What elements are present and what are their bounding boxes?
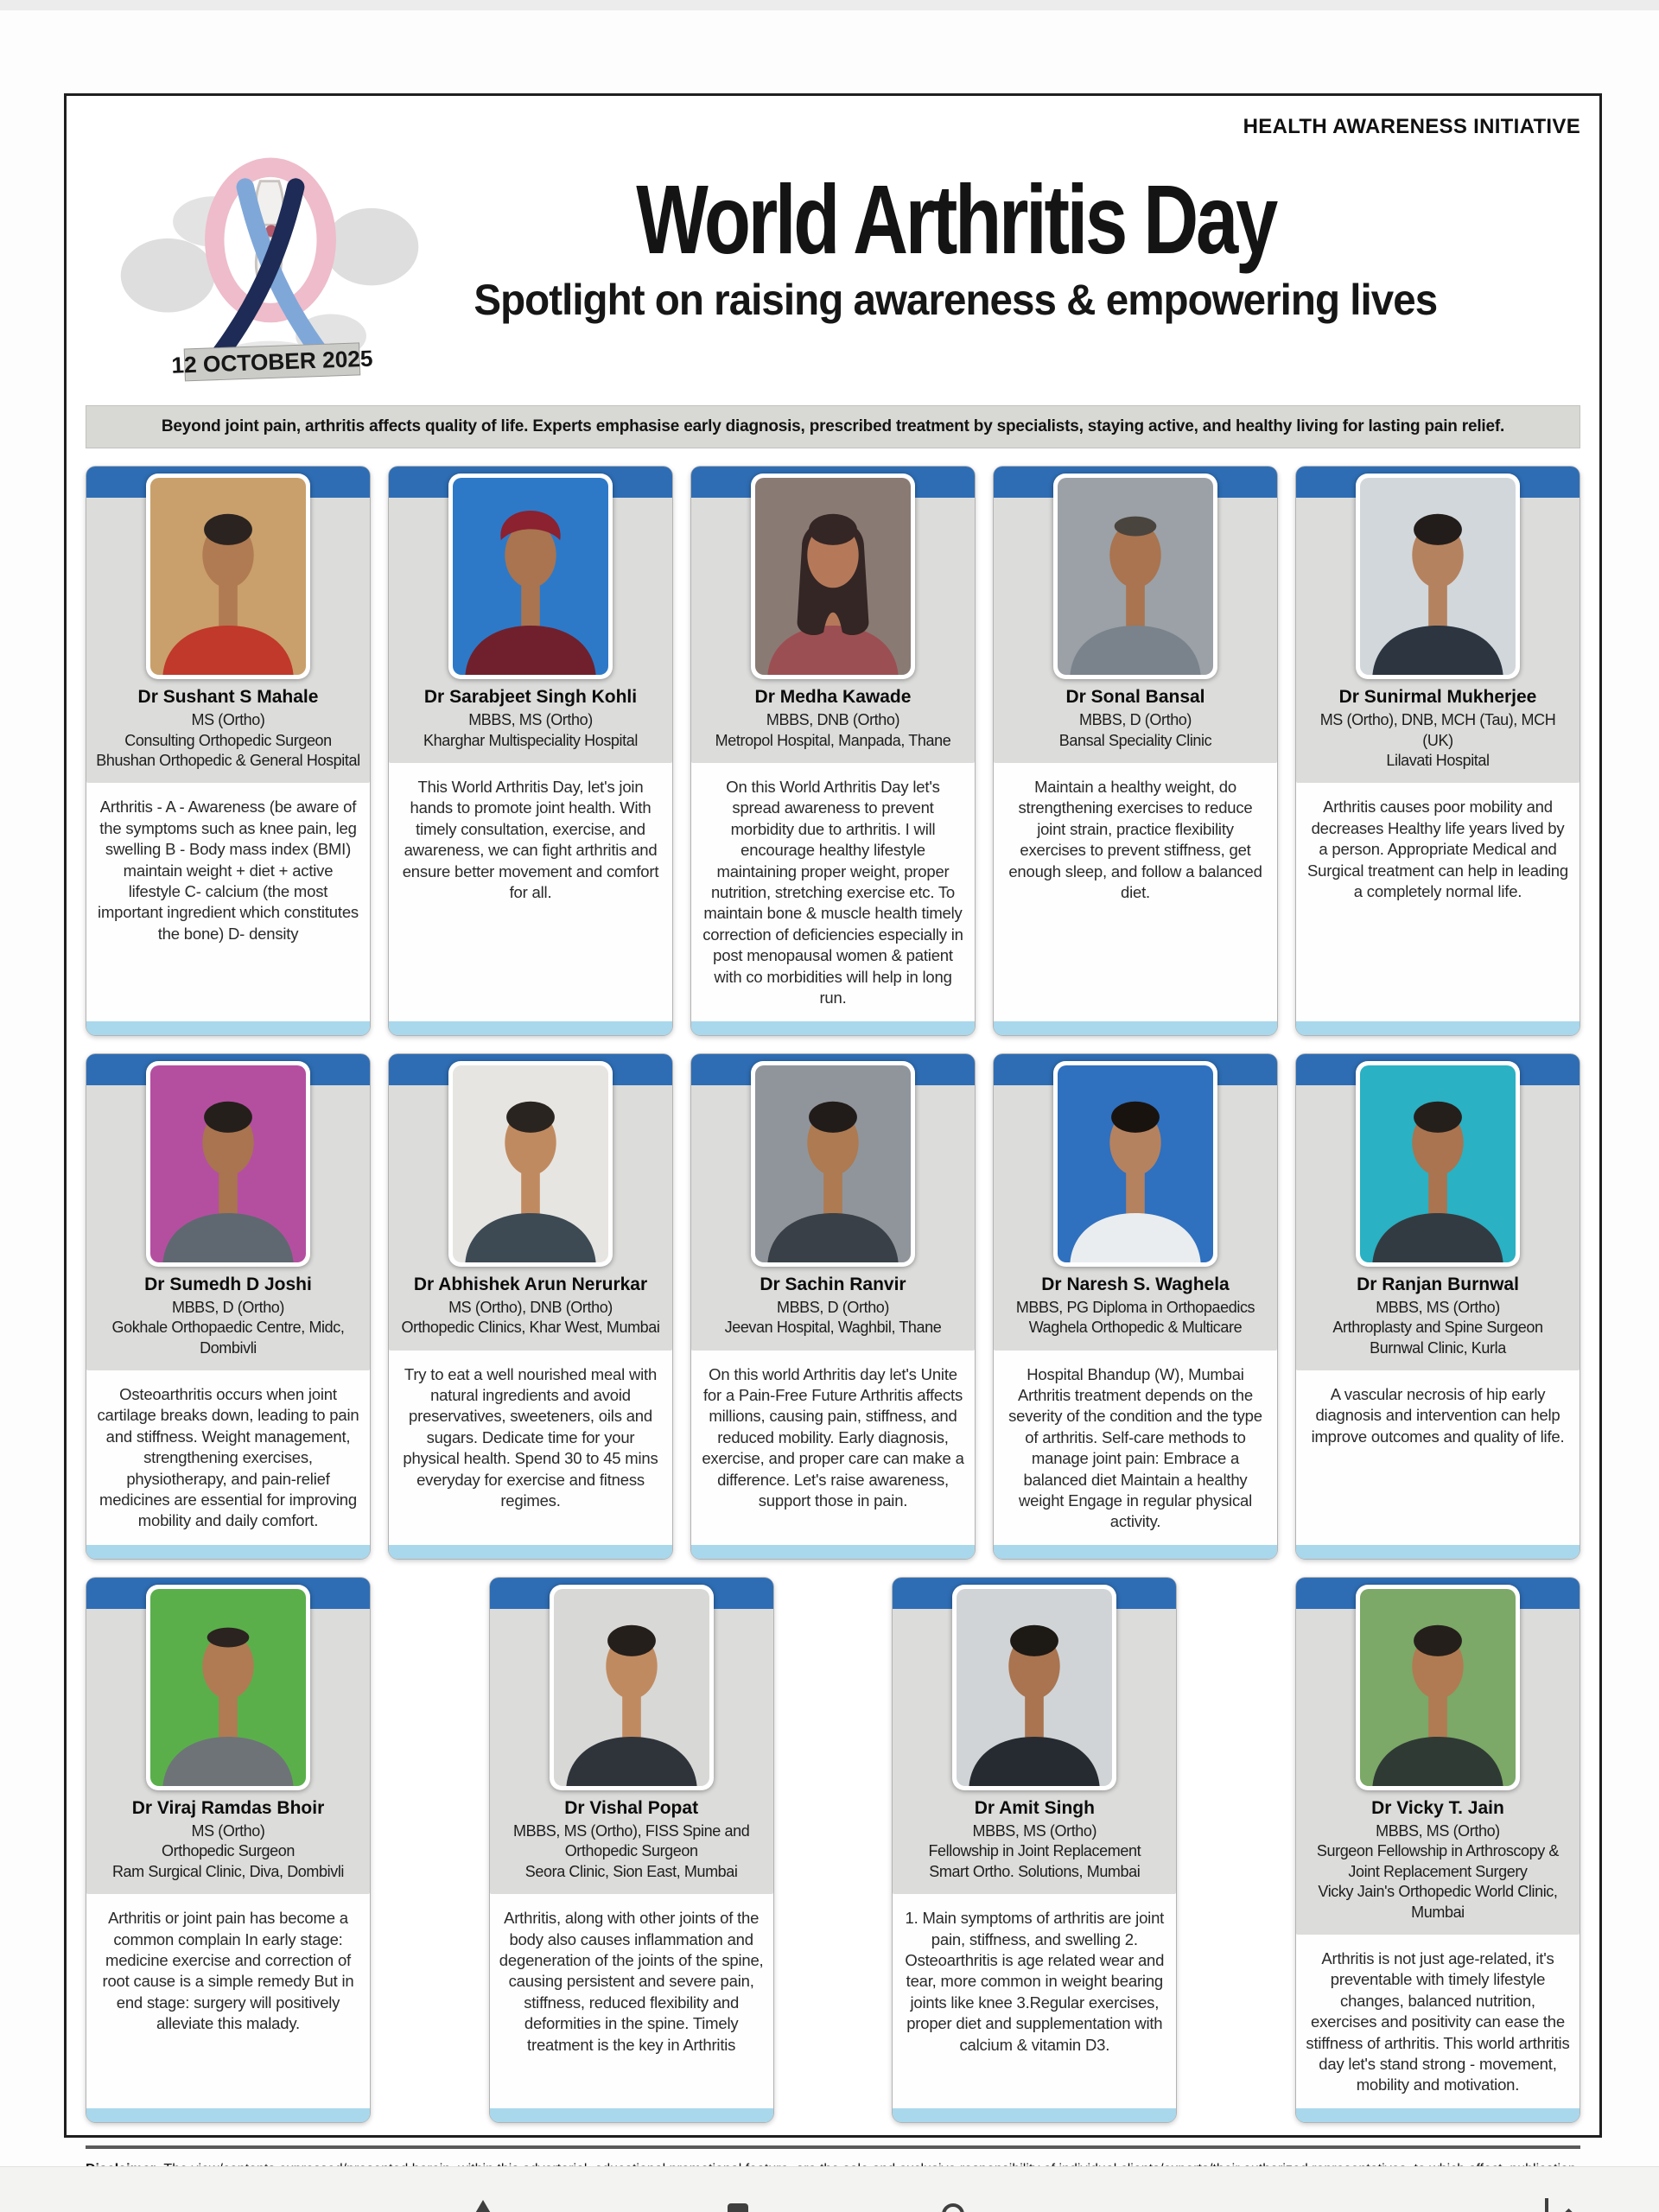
- top-strip: [0, 0, 1659, 10]
- doctor-photo: [751, 474, 915, 679]
- doctor-card: [1295, 1053, 1580, 1560]
- credential-line: Metropol Hospital, Manpada, Thane: [715, 731, 951, 749]
- doctor-name: Dr Naresh S. Waghela: [1041, 1274, 1230, 1294]
- avatar-thin-hair: [207, 1627, 250, 1647]
- doctor-credentials: [396, 1298, 665, 1338]
- doctor-card: [690, 466, 976, 1036]
- card-message-section: [389, 763, 672, 1020]
- world-arthritis-day-logo: [86, 141, 448, 393]
- card-message-section: [691, 1351, 975, 1545]
- doctor-name: Dr Sonal Bansal: [1065, 687, 1205, 707]
- avatar-hair: [809, 514, 857, 545]
- credential-line: MBBS, MS (Ortho): [1376, 1822, 1500, 1840]
- card-message-section: [1296, 1370, 1580, 1545]
- toolbar-circle-icon[interactable]: [942, 2203, 964, 2212]
- doctor-credentials: [899, 1821, 1169, 1882]
- credential-line: Orthopedic Clinics, Khar West, Mumbai: [401, 1319, 660, 1337]
- avatar-hair: [809, 1101, 857, 1132]
- doctor-name: Dr Viraj Ramdas Bhoir: [131, 1797, 325, 1818]
- doctor-card: [892, 1577, 1177, 2123]
- page-title: World Arthritis Day: [635, 163, 1275, 275]
- card-message-section: [994, 763, 1277, 1020]
- doctor-name: Dr Vishal Popat: [564, 1797, 699, 1818]
- avatar-thin-hair: [1115, 517, 1157, 537]
- card-message-section: [691, 763, 975, 1020]
- doctor-avatar: [755, 1065, 911, 1262]
- doctor-card: [690, 1053, 976, 1560]
- health-awareness-banner: HEALTH AWARENESS INITIATIVE: [1243, 115, 1580, 138]
- doctor-message: On this world Arthritis day let's Unite for a Pain-Free Future Arthritis affects millions, causing pain, stiffness, and reduced mobility. Early diagnosis, exercise, and proper care can make a difference. Let's raise awareness, support those in pain.: [702, 1364, 964, 1510]
- doctor-credentials: [93, 1821, 363, 1882]
- credential-line: Bhushan Orthopedic & General Hospital: [96, 752, 360, 770]
- doctor-card: [1295, 466, 1580, 1036]
- doctor-photo: [146, 474, 310, 679]
- card-footer-bar: [1296, 1545, 1580, 1559]
- doctor-avatar: [1058, 478, 1213, 675]
- avatar-hair: [1414, 1625, 1462, 1656]
- credential-line: MS (Ortho): [191, 711, 265, 729]
- doctor-photo: [146, 1061, 310, 1267]
- doctor-card: [388, 1053, 673, 1560]
- avatar-hair: [204, 514, 252, 545]
- doctor-photo: [952, 1585, 1116, 1790]
- doctor-avatar: [957, 1589, 1112, 1786]
- doctor-message: On this World Arthritis Day let's spread awareness to prevent morbidity due to arthritis. I will encourage healthy lifestyle maintaining proper weight, proper nutrition, stretching exercise etc. To maintain bone & muscle health timely correction of deficiencies especially in post menopausal women & patient with co morbidities will help in long run.: [702, 778, 963, 1007]
- doctor-avatar: [150, 1065, 306, 1262]
- credential-line: MBBS, MS (Ortho), FISS Spine and Orthopedic Surgeon: [513, 1822, 750, 1860]
- doctor-avatar: [755, 478, 911, 675]
- toolbar-diamond-icon[interactable]: [1560, 2209, 1578, 2212]
- card-message-section: [86, 783, 370, 1020]
- doctor-message: 1. Main symptoms of arthritis are joint pain, stiffness, and swelling 2. Osteoarthritis is age related wear and tear, more common in weight bearing joints like knee 3.Regular exercises, proper diet and supplementation with calcium & vitamin D3.: [905, 1909, 1165, 2054]
- doctor-name: Dr Sunirmal Mukherjee: [1338, 687, 1537, 707]
- doctor-card: [388, 466, 673, 1036]
- credential-line: Vicky Jain's Orthopedic World Clinic, Mumbai: [1318, 1883, 1558, 1921]
- card-footer-bar: [691, 1545, 975, 1559]
- card-footer-bar: [1296, 1021, 1580, 1035]
- card-footer-bar: [994, 1545, 1277, 1559]
- card-footer-bar: [389, 1545, 672, 1559]
- avatar-hair: [1010, 1625, 1058, 1656]
- doctor-photo: [1356, 1585, 1520, 1790]
- credential-line: Arthroplasty and Spine Surgeon: [1332, 1319, 1543, 1337]
- avatar-hair: [1111, 1101, 1160, 1132]
- doctor-credentials: [93, 710, 363, 771]
- card-footer-bar: [86, 2108, 370, 2122]
- credential-line: Lilavati Hospital: [1386, 752, 1490, 770]
- doctor-name: Dr Amit Singh: [974, 1797, 1095, 1818]
- card-message-section: [490, 1894, 773, 2108]
- doctor-card: [86, 1577, 371, 2123]
- avatar-hair: [1414, 1101, 1462, 1132]
- doctor-message: Try to eat a well nourished meal with natural ingredients and avoid preservatives, sweeteners, oils and sugars. Dedicate time for your physical health. Spend 30 to 45 mins everyday for exercise and fitness regimes.: [403, 1364, 658, 1510]
- doctor-credentials: [1001, 1298, 1270, 1338]
- arthritis-ribbon-logo-graphic: [106, 141, 435, 393]
- page-subtitle: Spotlight on raising awareness & empowering lives: [474, 276, 1438, 324]
- card-message-section: [86, 1370, 370, 1545]
- doctor-message: Arthritis or joint pain has become a common complain In early stage: medicine exercise and correction of root cause is a simple remedy But in end stage: surgery will positively alleviate this malady.: [102, 1909, 354, 2033]
- credential-line: Consulting Orthopedic Surgeon: [124, 731, 332, 749]
- advertorial-page: [64, 93, 1602, 2138]
- credential-line: MBBS, MS (Ortho): [1376, 1298, 1500, 1316]
- card-message-section: [1296, 783, 1580, 1020]
- credential-line: Burnwal Clinic, Kurla: [1370, 1338, 1506, 1357]
- doctor-card: [86, 466, 371, 1036]
- card-footer-bar: [86, 1021, 370, 1035]
- intro-strip: Beyond joint pain, arthritis affects quality of life. Experts emphasise early diagnosis, prescribed treatment by specialists, staying active, and healthy living for lasting pain relief.: [86, 405, 1580, 448]
- doctor-credentials: [497, 1821, 766, 1882]
- card-message-section: [389, 1351, 672, 1545]
- doctor-avatar: [453, 478, 608, 675]
- doctor-message: This World Arthritis Day, let's join hands to promote joint health. With timely consultation, exercise, and awareness, we can fight arthritis and ensure better movement and comfort for all.: [402, 778, 659, 902]
- doctor-photo: [1053, 474, 1217, 679]
- doctor-message: Hospital Bhandup (W), Mumbai Arthritis treatment depends on the severity of the condition and the type of arthritis. Self-care methods to manage joint pain: Embrace a balanced diet Maintain a healthy weight Engage in regular physical activity.: [1008, 1364, 1262, 1531]
- doctor-photo: [751, 1061, 915, 1267]
- doctor-cards-row-3: [86, 1577, 1580, 2123]
- credential-line: Kharghar Multispeciality Hospital: [423, 731, 638, 749]
- doctor-avatar: [150, 478, 306, 675]
- credential-line: Smart Ortho. Solutions, Mumbai: [929, 1862, 1141, 1880]
- doctor-photo: [146, 1585, 310, 1790]
- credential-line: MBBS, D (Ortho): [1078, 711, 1192, 729]
- doctor-card: [993, 1053, 1278, 1560]
- toolbar-caret-icon[interactable]: [471, 2200, 495, 2212]
- doctor-avatar: [1360, 478, 1516, 675]
- doctor-credentials: [93, 1298, 363, 1358]
- credential-line: Seora Clinic, Sion East, Mumbai: [524, 1862, 738, 1880]
- doctor-card: [1295, 1577, 1580, 2123]
- doctor-avatar: [150, 1589, 306, 1786]
- doctor-name: Dr Abhishek Arun Nerurkar: [413, 1274, 648, 1294]
- card-message-section: [86, 1894, 370, 2108]
- doctor-photo: [550, 1585, 714, 1790]
- doctor-name: Dr Sachin Ranvir: [760, 1274, 906, 1294]
- card-footer-bar: [389, 1021, 672, 1035]
- card-footer-bar: [893, 2108, 1176, 2122]
- knee-joint-emblem: [215, 168, 326, 312]
- doctor-credentials: [698, 710, 968, 751]
- doctor-card: [86, 1053, 371, 1560]
- doctor-credentials: [1303, 1821, 1573, 1923]
- credential-line: MBBS, MS (Ortho): [468, 711, 593, 729]
- bottom-toolbar: [0, 2166, 1659, 2212]
- doctor-credentials: [1303, 1298, 1573, 1358]
- doctor-card: [993, 466, 1278, 1036]
- doctor-message: Maintain a healthy weight, do strengthening exercises to reduce joint strain, practice flexibility exercises to prevent stiffness, get enough sleep, and follow a balanced diet.: [1008, 778, 1262, 902]
- credential-line: MBBS, MS (Ortho): [972, 1822, 1097, 1840]
- credential-line: Surgeon Fellowship in Arthroscopy & Joint Replacement Surgery: [1316, 1842, 1560, 1880]
- credential-line: MBBS, PG Diploma in Orthopaedics: [1015, 1298, 1255, 1316]
- doctor-credentials: [698, 1298, 968, 1338]
- credential-line: Gokhale Orthopaedic Centre, Midc, Dombivli: [111, 1319, 345, 1357]
- credential-line: MS (Ortho), DNB (Ortho): [448, 1298, 613, 1316]
- credential-line: MS (Ortho): [191, 1822, 265, 1840]
- credential-line: MBBS, D (Ortho): [776, 1298, 890, 1316]
- credential-line: MS (Ortho), DNB, MCH (Tau), MCH (UK): [1319, 711, 1556, 749]
- toolbar-divider-icon: [1545, 2198, 1548, 2212]
- doctor-credentials: [1303, 710, 1573, 771]
- card-footer-bar: [86, 1545, 370, 1559]
- credential-line: Orthopedic Surgeon: [162, 1842, 295, 1860]
- avatar-hair: [1414, 514, 1462, 545]
- doctor-photo: [448, 474, 613, 679]
- doctor-name: Dr Sushant S Mahale: [137, 687, 319, 707]
- credential-line: Fellowship in Joint Replacement: [928, 1842, 1141, 1860]
- credential-line: Bansal Speciality Clinic: [1058, 731, 1212, 749]
- doctor-message: Arthritis - A - Awareness (be aware of the symptoms such as knee pain, leg swelling B - Body mass index (BMI) maintain weight + diet + active lifestyle C- calcium (the most important ingredient which constitutes the bone) D- density: [98, 798, 359, 943]
- card-message-section: [994, 1351, 1277, 1545]
- avatar-hair: [204, 1101, 252, 1132]
- avatar-hair: [607, 1625, 656, 1656]
- doctor-credentials: [1001, 710, 1270, 751]
- card-message-section: [893, 1894, 1176, 2108]
- doctor-avatar: [554, 1589, 709, 1786]
- doctor-photo: [1356, 474, 1520, 679]
- doctor-card: [489, 1577, 774, 2123]
- doctor-name: Dr Medha Kawade: [754, 687, 912, 707]
- doctor-avatar: [453, 1065, 608, 1262]
- doctor-credentials: [396, 710, 665, 751]
- card-footer-bar: [691, 1021, 975, 1035]
- doctor-cards-row-2: [86, 1053, 1580, 1560]
- doctor-message: Osteoarthritis occurs when joint cartilage breaks down, leading to pain and stiffness. Weight management, strengthening exercises, physiotherapy, and pain-relief medicines are essential for improving mobility and daily comfort.: [97, 1384, 359, 1530]
- credential-line: MBBS, D (Ortho): [171, 1298, 285, 1316]
- credential-line: MBBS, DNB (Ortho): [766, 711, 900, 729]
- credential-line: Waghela Orthopedic & Multicare: [1028, 1319, 1243, 1337]
- logo-date-banner: [171, 342, 373, 381]
- doctor-message: A vascular necrosis of hip early diagnosis and intervention can help improve outcomes and quality of life.: [1311, 1384, 1565, 1446]
- doctor-name: Dr Sarabjeet Singh Kohli: [423, 687, 638, 707]
- doctor-message: Arthritis, along with other joints of the body also causes inflammation and degeneration of the joints of the spine, causing persistent and severe pain, stiffness, reduced flexibility and deformities in the spine. Timely treatment is the key in Arthritis: [499, 1909, 764, 2054]
- doctor-cards-row-1: [86, 466, 1580, 1036]
- doctor-name: Dr Sumedh D Joshi: [144, 1274, 312, 1294]
- card-footer-bar: [994, 1021, 1277, 1035]
- credential-line: Jeevan Hospital, Waghbil, Thane: [724, 1319, 942, 1337]
- doctor-avatar: [1058, 1065, 1213, 1262]
- doctor-avatar: [1360, 1065, 1516, 1262]
- doctor-avatar: [1360, 1589, 1516, 1786]
- masthead: [86, 141, 1580, 393]
- doctor-message: Arthritis causes poor mobility and decreases Healthy life years lived by a person. Appropriate Medical and Surgical treatment can help in leading a completely normal life.: [1307, 798, 1568, 901]
- card-footer-bar: [490, 2108, 773, 2122]
- doctor-photo: [1053, 1061, 1217, 1267]
- card-message-section: [1296, 1935, 1580, 2108]
- card-footer-bar: [1296, 2108, 1580, 2122]
- toolbar-square-icon[interactable]: [728, 2203, 748, 2212]
- doctor-name: Dr Ranjan Burnwal: [1357, 1274, 1519, 1294]
- avatar-hair: [506, 1101, 555, 1132]
- doctor-name: Dr Vicky T. Jain: [1371, 1797, 1504, 1818]
- doctor-photo: [1356, 1061, 1520, 1267]
- doctor-photo: [448, 1061, 613, 1267]
- doctor-message: Arthritis is not just age-related, it's preventable with timely lifestyle changes, balanced nutrition, exercises and positivity can ease the stiffness of arthritis. This world arthritis day let's stand strong - movement, mobility and motivation.: [1306, 1948, 1570, 2094]
- logo-date-text: 12 OCTOBER 2025: [170, 345, 373, 378]
- credential-line: Ram Surgical Clinic, Diva, Dombivli: [111, 1862, 345, 1880]
